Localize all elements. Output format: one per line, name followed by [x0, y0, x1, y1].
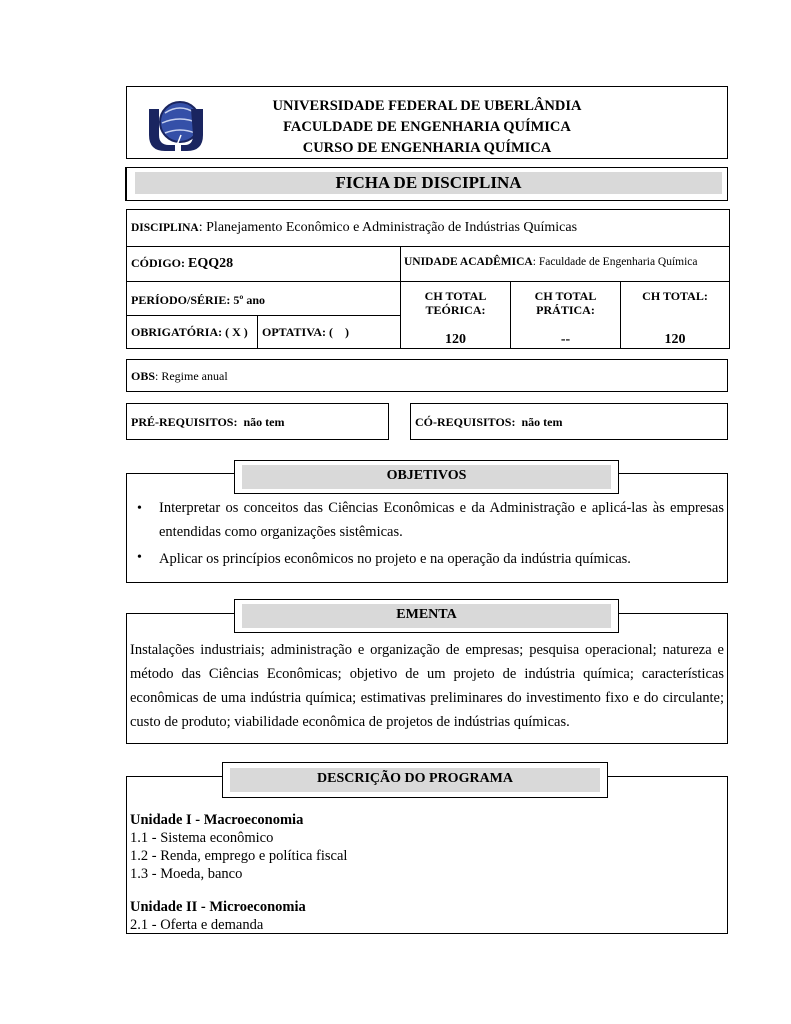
- ch-total-value: 120: [664, 332, 686, 347]
- ch-teorica-value: 120: [445, 332, 466, 347]
- unit-1-item-2: 1.2 - Renda, emprego e política fiscal: [130, 848, 348, 864]
- co-requisitos-box: [410, 403, 728, 440]
- ch-teorica-header: CH TOTAL TEÓRICA:: [424, 289, 487, 317]
- disciplina-row: [131, 220, 577, 236]
- discipline-table: [126, 209, 730, 349]
- course-name: CURSO DE ENGENHARIA QUÍMICA: [302, 140, 552, 156]
- co-requisitos-label: CÓ-REQUISITOS: não tem: [415, 415, 563, 429]
- programa-title: DESCRIÇÃO DO PROGRAMA: [230, 768, 600, 792]
- unit-2-item-1: 2.1 - Oferta e demanda: [130, 917, 264, 933]
- ch-pratica-value: --: [560, 332, 571, 347]
- codigo-value: EQQ28: [188, 256, 234, 271]
- ficha-title-box: [125, 167, 728, 201]
- codigo-row: [131, 256, 233, 272]
- obrigatoria-label: OBRIGATÓRIA: ( X ): [131, 325, 248, 339]
- codigo-label: CÓDIGO:: [131, 256, 188, 270]
- unit-2-title: Unidade II - Microeconomia: [130, 899, 306, 915]
- disciplina-label: DISCIPLINA: [131, 222, 199, 234]
- programa-box: [126, 776, 728, 934]
- ementa-text: Instalações industriais; administração e organização de empresas; pesquisa operacional; natureza e método das Ciências Econômicas; objetivo de um projeto de indústria química; características econômicas de uma indústria química; estimativas preliminares do investimento fixo e do circulante; custo de produto; viabilidade econômica de projetos de indústrias químicas.: [130, 642, 724, 730]
- obs-box: [126, 359, 728, 392]
- ementa-title-box: [234, 599, 619, 633]
- obs-row: [131, 369, 228, 384]
- objetivos-title-box: [234, 460, 619, 494]
- objetivos-title: OBJETIVOS: [242, 465, 611, 489]
- pre-requisitos-box: [126, 403, 389, 440]
- bullet-icon: •: [137, 550, 142, 565]
- header-box: [126, 86, 728, 159]
- unit-1-title: Unidade I - Macroeconomia: [130, 812, 304, 828]
- pre-requisitos-label: PRÉ-REQUISITOS: não tem: [131, 415, 285, 429]
- unidade-row: [404, 256, 698, 268]
- programa-title-box: [222, 762, 608, 798]
- objetivo-item-2: Aplicar os princípios econômicos no projeto e na operação da indústria químicas.: [159, 551, 631, 567]
- ch-total-header: CH TOTAL:: [642, 289, 708, 303]
- unit-1-item-1: 1.1 - Sistema econômico: [130, 830, 274, 846]
- unidade-value: : Faculdade de Engenharia Química: [532, 256, 698, 268]
- page-title: FICHA DE DISCIPLINA: [135, 172, 722, 194]
- obs-label: OBS: [131, 369, 156, 383]
- ementa-title: EMENTA: [242, 604, 611, 628]
- university-name: UNIVERSIDADE FEDERAL DE UBERLÂNDIA: [272, 98, 582, 114]
- bullet-icon: •: [137, 501, 142, 516]
- faculty-name: FACULDADE DE ENGENHARIA QUÍMICA: [283, 119, 571, 135]
- objetivo-item-1: Interpretar os conceitos das Ciências Econômicas e da Administração e aplicá-las às empresas entendidas como organizações sistêmicas.: [159, 500, 724, 540]
- unidade-label: UNIDADE ACADÊMICA: [404, 256, 533, 268]
- unit-1-item-3: 1.3 - Moeda, banco: [130, 866, 243, 882]
- ch-pratica-header: CH TOTAL PRÁTICA:: [534, 289, 597, 317]
- periodo-label: PERÍODO/SÉRIE: 5º ano: [131, 293, 265, 307]
- disciplina-value: : Planejamento Econômico e Administração de Indústrias Químicas: [198, 220, 578, 235]
- obs-value: : Regime anual: [155, 369, 228, 383]
- optativa-label: OPTATIVA: ( ): [262, 325, 349, 339]
